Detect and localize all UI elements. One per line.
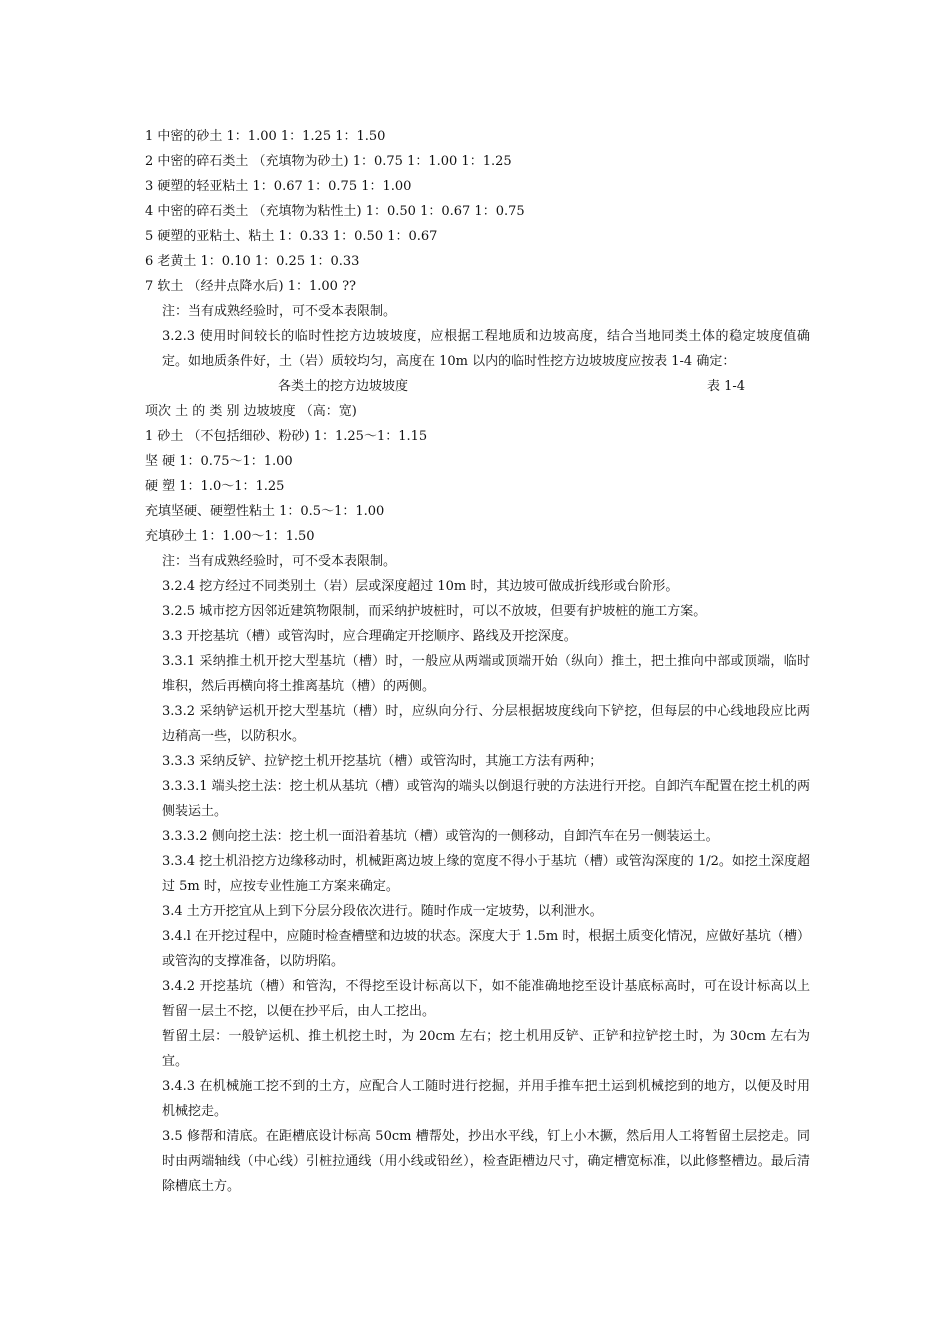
- table-row: 4 中密的碎石类土 （充填物为粘性土) 1：0.50 1：0.67 1：0.75: [145, 204, 525, 219]
- table-row: 2 中密的碎石类土 （充填物为砂土) 1：0.75 1：1.00 1：1.25: [145, 154, 512, 169]
- document-body: [145, 124, 810, 1199]
- table-row: 5 硬塑的亚粘土、粘土 1：0.33 1：0.50 1：0.67: [145, 229, 438, 244]
- table-row: 坚 硬 1：0.75～1：1.00: [145, 454, 293, 469]
- slope-table-rows: [145, 124, 810, 299]
- table-row: 1 砂土 （不包括细砂、粉砂) 1：1.25～1：1.15: [145, 429, 428, 444]
- paragraph: 3.3.3.2 侧向挖土法：挖土机一面沿着基坑（槽）或管沟的一侧移动，自卸汽车在另一侧装运土。: [162, 829, 719, 844]
- paragraph: 3.4.l 在开挖过程中，应随时检查槽壁和边坡的状态。深度大于 1.5m 时，根据土质变化情况，应做好基坑（槽）或管沟的支撑准备，以防坍陷。: [162, 929, 810, 969]
- table-note: 注：当有成熟经验时，可不受本表限制。: [162, 554, 397, 569]
- table-row: 7 软土 （经井点降水后) 1：1.00 ??: [145, 279, 357, 294]
- table-row: 6 老黄土 1：0.10 1：0.25 1：0.33: [145, 254, 360, 269]
- table-row: 1 中密的砂土 1：1.00 1：1.25 1：1.50: [145, 129, 386, 144]
- table-title: 各类土的挖方边坡坡度: [278, 379, 409, 394]
- paragraph: 3.3.3 采纳反铲、拉铲挖土机开挖基坑（槽）或管沟时，其施工方法有两种；: [162, 754, 603, 769]
- paragraph: 3.4.3 在机械施工挖不到的土方，应配合人工随时进行挖掘，并用手推车把土运到机械挖到的地方，以便及时用机械挖走。: [162, 1079, 810, 1119]
- paragraph: 3.3 开挖基坑（槽）或管沟时，应合理确定开挖顺序、路线及开挖深度。: [162, 629, 577, 644]
- table-row: 硬 塑 1：1.0～1：1.25: [145, 479, 285, 494]
- table-row: 充填坚硬、硬塑性粘土 1：0.5～1：1.00: [145, 504, 385, 519]
- paragraph: 3.3.4 挖土机沿挖方边缘移动时，机械距离边坡上缘的宽度不得小于基坑（槽）或管沟深度的 1/2。如挖土深度超过 5m 时，应按专业性施工方案来确定。: [162, 854, 810, 894]
- table-row: 充填砂土 1：1.00～1：1.50: [145, 529, 315, 544]
- paragraph: 暂留土层：一般铲运机、推土机挖土时，为 20cm 左右；挖土机用反铲、正铲和拉铲挖土时，为 30cm 左右为宜。: [162, 1029, 810, 1069]
- paragraph: 3.5 修帮和清底。在距槽底设计标高 50cm 槽帮处，抄出水平线，钉上小木撅，然后用人工将暂留土层挖走。同时由两端轴线（中心线）引桩拉通线（用小线或铅丝），检查距槽边尺寸，确定槽宽标准，以此修整槽边。最后清除槽底土方。: [162, 1129, 810, 1194]
- paragraph: 3.3.3.1 端头挖土法：挖土机从基坑（槽）或管沟的端头以倒退行驶的方法进行开挖。自卸汽车配置在挖土机的两侧装运土。: [162, 779, 810, 819]
- paragraph: 3.4 土方开挖宜从上到下分层分段依次进行。随时作成一定坡势，以利泄水。: [162, 904, 603, 919]
- paragraph: 3.3.2 采纳铲运机开挖大型基坑（槽）时，应纵向分行、分层根据坡度线向下铲挖，但每层的中心线地段应比两边稍高一些，以防积水。: [162, 704, 810, 744]
- table-caption: [145, 374, 810, 399]
- paragraph: 3.2.4 挖方经过不同类别土（岩）层或深度超过 10m 时，其边坡可做成折线形或台阶形。: [162, 579, 679, 594]
- table-number: 表 1-4: [707, 379, 746, 394]
- paragraph: 3.2.5 城市挖方因邻近建筑物限制，而采纳护坡桩时，可以不放坡，但要有护坡桩的施工方案。: [162, 604, 707, 619]
- paragraph-3-2-3: 3.2.3 使用时间较长的临时性挖方边坡坡度，应根据工程地质和边坡高度，结合当地同类土体的稳定坡度值确定。如地质条件好，土（岩）质较均匀，高度在 10m 以内的临时性挖方边坡坡度应按表 1-4 确定：: [162, 329, 810, 369]
- table-row: 3 硬塑的轻亚粘土 1：0.67 1：0.75 1：1.00: [145, 179, 412, 194]
- table-header: 项次 土 的 类 别 边坡坡度 （高：宽): [145, 404, 357, 419]
- paragraph: 3.3.1 采纳推土机开挖大型基坑（槽）时，一般应从两端或顶端开始（纵向）推土，把土推向中部或顶端，临时堆积，然后再横向将土推离基坑（槽）的两侧。: [162, 654, 810, 694]
- table-note: 注：当有成熟经验时，可不受本表限制。: [162, 304, 397, 319]
- paragraph: 3.4.2 开挖基坑（槽）和管沟，不得挖至设计标高以下，如不能准确地挖至设计基底标高时，可在设计标高以上暂留一层土不挖，以便在抄平后，由人工挖出。: [162, 979, 810, 1019]
